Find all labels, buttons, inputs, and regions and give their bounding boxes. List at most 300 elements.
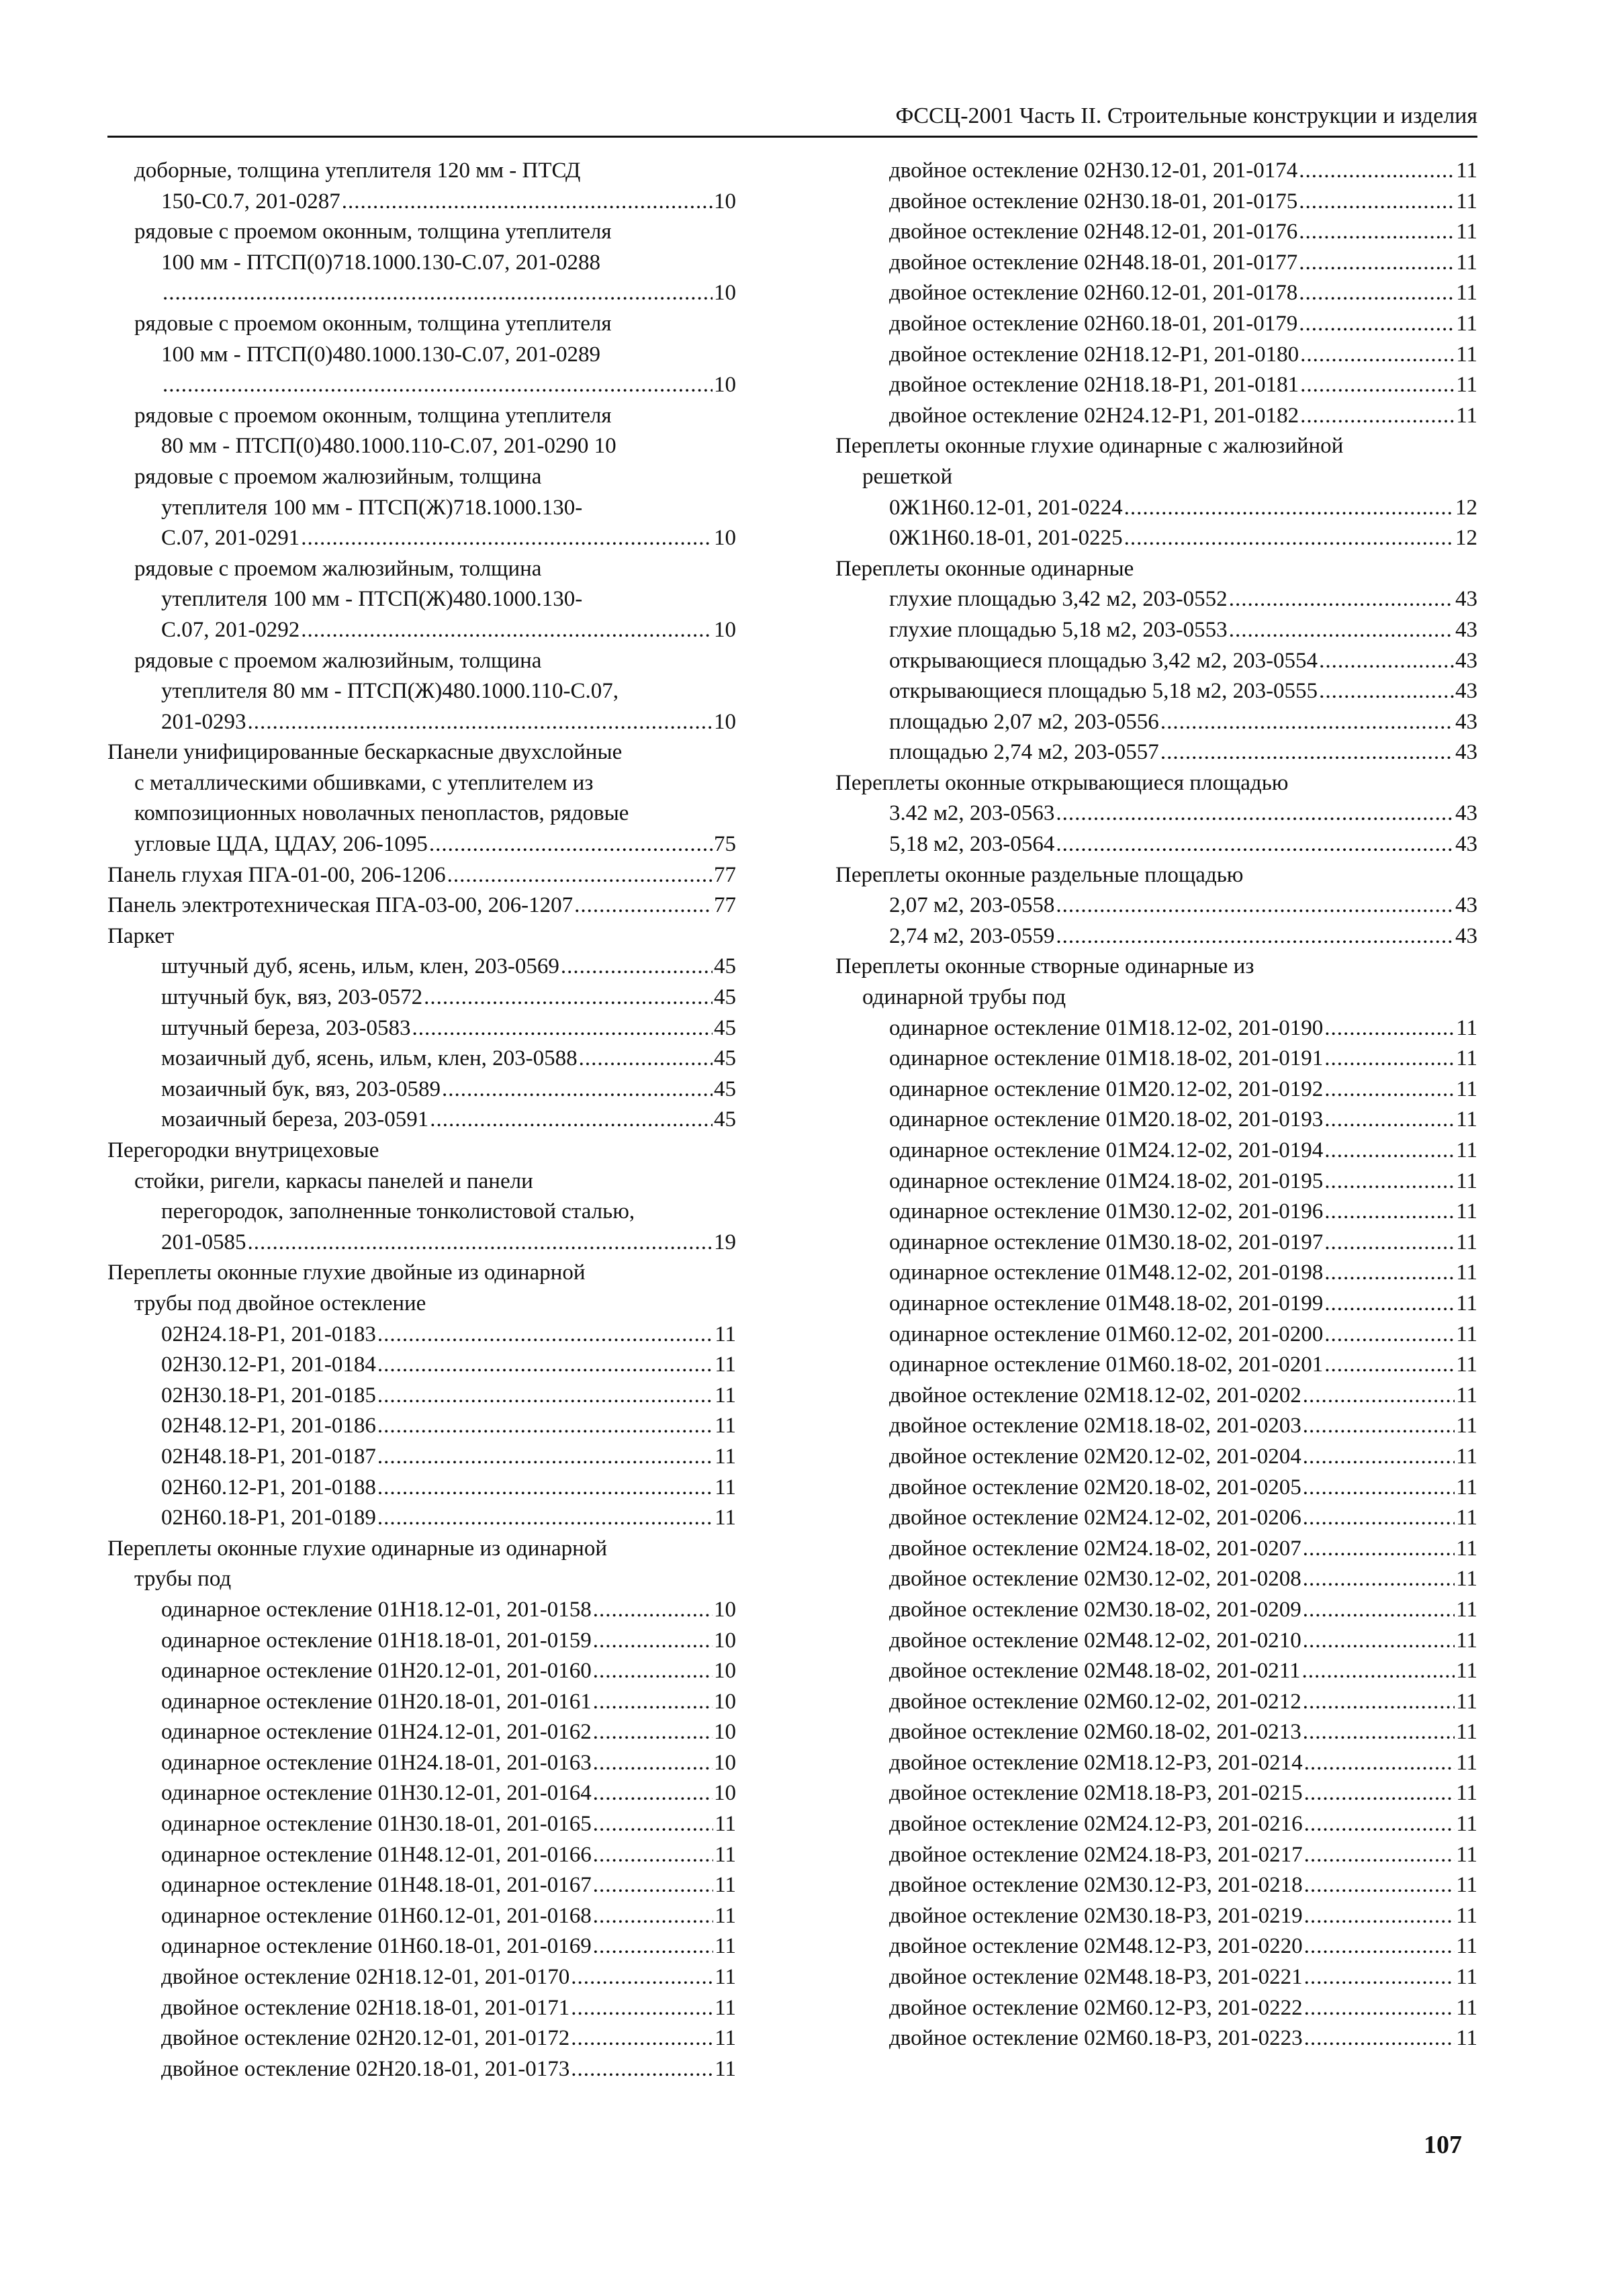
entry-page: 11 [1456,1842,1477,1867]
index-entry [835,1840,1477,1871]
entry-text: одинарное остекление 01Н48.18-01, 201-0167 [161,1873,592,1898]
dot-leader [1160,737,1454,768]
index-entry [835,798,1477,829]
entry-text: одинарное остекление 01М48.12-02, 201-0198 [889,1260,1324,1285]
entry-text: двойное остекление 02М48.12-Р3, 201-0220 [889,1934,1303,1959]
entry-page: 45 [714,1015,736,1040]
entry-page: 11 [1456,403,1477,428]
entry-page: 11 [1456,1506,1477,1530]
index-entry [835,1411,1477,1442]
entry-page: 11 [1456,250,1477,275]
entry-text: 0Ж1Н60.12-01, 201-0224 [889,495,1123,520]
index-entry [107,1901,736,1932]
page-number: 107 [1424,2131,1462,2159]
index-entry [107,737,736,768]
dot-leader [447,860,713,891]
index-entry [107,768,736,799]
entry-text: 02Н48.18-Р1, 201-0187 [161,1444,376,1469]
entry-page: 11 [1456,1567,1477,1592]
index-entry [107,921,736,952]
entry-text: 201-0293 [161,709,246,734]
index-entry [107,340,736,371]
entry-text: двойное остекление 02Н18.12-Р1, 201-0180 [889,342,1299,367]
dot-leader [593,1748,713,1779]
index-entry [107,278,736,309]
dot-leader [1056,921,1454,952]
index-entry [835,493,1477,524]
dot-leader [1299,156,1455,187]
entry-page: 11 [1456,1812,1477,1837]
entry-page: 11 [1456,1444,1477,1469]
entry-page: 11 [715,1965,736,1990]
entry-page: 11 [715,1995,736,2020]
index-entry [835,523,1477,554]
index-entry [107,615,736,646]
index-entry [835,584,1477,615]
index-entry [835,1228,1477,1258]
entry-text: Паркет [107,923,175,948]
entry-text: рядовые с проемом оконным, толщина утеплителя [134,403,612,428]
entry-text: композиционных новолачных пенопластов, рядовые [134,801,629,826]
entry-text: одинарное остекление 01Н24.12-01, 201-0162 [161,1720,592,1745]
index-entry [107,309,736,340]
dot-leader [1124,493,1454,524]
entry-page: 45 [714,985,736,1010]
index-entry [107,584,736,615]
entry-text: двойное остекление 02Н18.18-Р1, 201-0181 [889,373,1299,398]
index-entry [835,1166,1477,1197]
entry-page: 45 [714,954,736,979]
entry-text: 3.42 м2, 203-0563 [889,801,1055,826]
entry-text: одинарное остекление 01М20.18-02, 201-0193 [889,1107,1324,1132]
entry-text: угловые ЦДА, ЦДАУ, 206-1095 [134,832,428,857]
entry-text: Переплеты оконные глухие одинарные с жалюзийной [835,434,1344,459]
index-entry [835,921,1477,952]
entry-page: 10 [714,1781,736,1806]
entry-text: двойное остекление 02М60.18-02, 201-0213 [889,1720,1301,1745]
entry-text: мозаичный береза, 203-0591 [161,1107,429,1132]
dot-leader [1324,1136,1455,1166]
entry-page: 11 [1456,1046,1477,1071]
entry-text: одинарное остекление 01М20.12-02, 201-0192 [889,1076,1324,1101]
entry-text: двойное остекление 02М60.12-02, 201-0212 [889,1689,1301,1714]
index-entry [835,1197,1477,1228]
dot-leader [1324,1044,1455,1074]
dot-leader [1303,1595,1455,1626]
entry-text: одинарное остекление 01М24.12-02, 201-0194 [889,1138,1324,1162]
entry-text: 02Н24.18-Р1, 201-0183 [161,1322,376,1346]
dot-leader [1124,523,1454,554]
entry-page: 11 [1456,1414,1477,1438]
dot-leader [1300,370,1455,401]
entry-text: двойное остекление 02Н18.18-01, 201-0171 [161,1995,570,2020]
dot-leader [1229,615,1454,646]
index-entry [107,1656,736,1687]
index-entry [835,1656,1477,1687]
entry-text: одинарное остекление 01Н20.18-01, 201-0161 [161,1689,592,1714]
entry-page: 11 [715,1322,736,1346]
dot-leader [412,1013,713,1044]
index-entry [835,737,1477,768]
dot-leader [1299,248,1455,279]
index-entry [835,1074,1477,1105]
dot-leader [163,278,713,309]
index-entry [107,1166,736,1197]
index-entry [835,1350,1477,1381]
entry-text: рядовые с проемом жалюзийным, толщина [134,464,542,489]
entry-text: 2,07 м2, 203-0558 [889,893,1055,918]
entry-page: 10 [714,709,736,734]
running-header [107,103,1477,138]
dot-leader [571,2023,713,2054]
dot-leader [1304,1993,1455,2024]
index-entry [835,1748,1477,1779]
index-entry [107,462,736,493]
entry-text: Переплеты оконные глухие двойные из одинарной [107,1260,586,1285]
index-entry [835,309,1477,340]
index-entry [107,1962,736,1993]
dot-leader [1304,1870,1455,1901]
index-entry [835,829,1477,860]
index-entry [107,707,736,738]
dot-leader [1324,1289,1455,1320]
index-entry [835,462,1477,493]
index-entry [835,646,1477,677]
dot-leader [342,187,713,218]
dot-leader [1056,798,1454,829]
entry-text: перегородок, заполненные тонколистовой сталью, [161,1199,635,1224]
index-entry [107,1717,736,1748]
index-entry [835,1289,1477,1320]
entry-text: рядовые с проемом оконным, толщина утеплителя [134,220,612,244]
entry-text: одинарное остекление 01М60.12-02, 201-0200 [889,1322,1324,1346]
entry-page: 11 [1456,1965,1477,1990]
index-entry [107,1503,736,1534]
entry-text: двойное остекление 02М24.18-Р3, 201-0217 [889,1842,1303,1867]
entry-page: 11 [1456,1781,1477,1806]
dot-leader [1299,278,1455,309]
entry-text: 0Ж1Н60.18-01, 201-0225 [889,526,1123,551]
dot-leader [1324,1320,1455,1350]
index-entry [835,860,1477,891]
entry-page: 10 [714,617,736,642]
entry-text: Панель глухая ПГА-01-00, 206-1206 [107,862,446,887]
index-entry [107,1044,736,1074]
dot-leader [1324,1197,1455,1228]
entry-page: 11 [715,1812,736,1837]
entry-text: двойное остекление 02М18.18-Р3, 201-0215 [889,1781,1303,1806]
index-entry [107,952,736,982]
dot-leader [571,1993,713,2024]
index-entry [835,401,1477,432]
index-entry [835,1778,1477,1809]
dot-leader [1303,1503,1455,1534]
dot-leader [377,1381,713,1412]
entry-page: 11 [1456,2026,1477,2051]
entry-text: 02Н30.18-Р1, 201-0185 [161,1383,376,1408]
entry-text: двойное остекление 02Н20.18-01, 201-0173 [161,2056,570,2081]
entry-page: 11 [715,1475,736,1500]
entry-page: 11 [715,2056,736,2081]
index-entry [107,1411,736,1442]
dot-leader [1324,1074,1455,1105]
dot-leader [1324,1105,1455,1136]
index-entry [835,248,1477,279]
entry-page: 43 [1455,923,1477,948]
entry-page: 11 [1456,189,1477,214]
index-entry [107,1626,736,1657]
dot-leader [377,1320,713,1350]
index-entry [107,217,736,248]
entry-page: 43 [1455,893,1477,918]
entry-text: двойное остекление 02М30.18-02, 201-0209 [889,1597,1301,1622]
index-entry [107,1595,736,1626]
entry-text: штучный бук, вяз, 203-0572 [161,985,423,1010]
entry-page: 11 [1456,373,1477,398]
right-column [835,156,1477,2054]
entry-page: 19 [714,1230,736,1254]
dot-leader [1303,1442,1455,1473]
entry-page: 43 [1455,617,1477,642]
entry-page: 10 [714,526,736,551]
entry-page: 11 [1456,1076,1477,1101]
entry-text: с металлическими обшивками, с утеплителем из [134,770,594,795]
entry-page: 10 [714,373,736,398]
index-entry [835,1381,1477,1412]
dot-leader [1304,1931,1455,1962]
entry-page: 11 [1456,1230,1477,1254]
entry-page: 43 [1455,801,1477,826]
entry-text: рядовые с проемом жалюзийным, толщина [134,556,542,581]
entry-text: С.07, 201-0292 [161,617,300,642]
index-entry [107,1473,736,1504]
dot-leader [377,1411,713,1442]
index-entry [835,1993,1477,2024]
dot-leader [1304,1809,1455,1840]
entry-text: одинарное остекление 01М24.18-02, 201-0195 [889,1168,1324,1193]
index-entry [107,1840,736,1871]
index-entry [107,554,736,585]
dot-leader [1319,676,1454,707]
index-entry [835,982,1477,1013]
entry-text: 201-0585 [161,1230,246,1254]
entry-text: 2,74 м2, 203-0559 [889,923,1055,948]
dot-leader [593,1626,713,1657]
index-entry [835,1044,1477,1074]
entry-page: 10 [714,1689,736,1714]
entry-text: С.07, 201-0291 [161,526,300,551]
index-entry [107,1136,736,1166]
dot-leader [1303,1411,1455,1442]
index-entry [107,1748,736,1779]
index-entry [835,1595,1477,1626]
index-entry [107,1289,736,1320]
index-entry [107,493,736,524]
index-entry [835,1901,1477,1932]
entry-text: двойное остекление 02М48.12-02, 201-0210 [889,1628,1301,1653]
dot-leader [377,1350,713,1381]
index-entry [835,1534,1477,1565]
dot-leader [1304,1901,1455,1932]
index-entry [835,1473,1477,1504]
dot-leader [593,1870,713,1901]
dot-leader [429,829,713,860]
entry-text: площадью 2,74 м2, 203-0557 [889,740,1159,765]
index-entry [107,646,736,677]
index-entry [107,1993,736,2024]
dot-leader [301,523,713,554]
dot-leader [1303,1473,1455,1504]
entry-page: 11 [1456,1628,1477,1653]
entry-text: Перегородки внутрицеховые [107,1138,379,1162]
entry-text: одинарное остекление 01Н48.12-01, 201-0166 [161,1842,592,1867]
entry-page: 11 [1456,1597,1477,1622]
entry-page: 10 [714,1628,736,1653]
dot-leader [1300,401,1455,432]
entry-text: открывающиеся площадью 5,18 м2, 203-0555 [889,679,1318,704]
index-entry [107,370,736,401]
index-entry [835,1931,1477,1962]
index-entry [835,1809,1477,1840]
index-entry [835,1013,1477,1044]
header-title: ФССЦ-2001 Часть II. Строительные конструкции и изделия [895,103,1477,128]
entry-page: 11 [715,1383,736,1408]
entry-page: 11 [1456,311,1477,336]
dot-leader [248,1228,713,1258]
entry-text: Переплеты оконные открывающиеся площадью [835,770,1289,795]
entry-page: 43 [1455,679,1477,704]
index-entry [107,523,736,554]
dot-leader [1303,1626,1455,1657]
entry-page: 11 [1456,1659,1477,1684]
entry-text: глухие площадью 3,42 м2, 203-0552 [889,587,1228,612]
entry-text: глухие площадью 5,18 м2, 203-0553 [889,617,1228,642]
entry-page: 45 [714,1076,736,1101]
entry-text: двойное остекление 02М20.18-02, 201-0205 [889,1475,1301,1500]
index-entry [107,1197,736,1228]
entry-text: Переплеты оконные одинарные [835,556,1134,581]
index-entry [835,370,1477,401]
entry-page: 11 [1456,1015,1477,1040]
entry-page: 11 [1456,1903,1477,1928]
index-entry [107,187,736,218]
entry-page: 12 [1455,495,1477,520]
index-entry [107,431,736,462]
index-entry [107,1778,736,1809]
entry-page: 11 [1456,158,1477,183]
index-entry [835,1626,1477,1657]
entry-page: 11 [1456,1352,1477,1377]
entry-text: двойное остекление 02М60.18-Р3, 201-0223 [889,2026,1303,2051]
index-entry [107,2023,736,2054]
entry-page: 11 [1456,1720,1477,1745]
index-entry [835,1258,1477,1289]
entry-text: двойное остекление 02М24.12-Р3, 201-0216 [889,1812,1303,1837]
entry-page: 43 [1455,587,1477,612]
entry-page: 11 [715,1352,736,1377]
entry-text: двойное остекление 02Н30.18-01, 201-0175 [889,189,1298,214]
dot-leader [1160,707,1454,738]
entry-text: одинарное остекление 01Н30.12-01, 201-0164 [161,1781,592,1806]
index-entry [107,860,736,891]
entry-page: 11 [1456,1199,1477,1224]
entry-text: Переплеты оконные раздельные площадью [835,862,1244,887]
entry-text: одинарное остекление 01Н18.12-01, 201-0158 [161,1597,592,1622]
index-entry [835,2023,1477,2054]
entry-page: 11 [1456,1322,1477,1346]
entry-text: утеплителя 100 мм - ПТСП(Ж)718.1000.130- [161,495,583,520]
entry-page: 11 [715,1506,736,1530]
entry-text: одинарной трубы под [862,985,1066,1010]
dot-leader [248,707,713,738]
entry-page: 11 [1456,1383,1477,1408]
entry-text: одинарное остекление 01М18.18-02, 201-0191 [889,1046,1324,1071]
entry-text: двойное остекление 02М48.18-02, 201-0211 [889,1659,1301,1684]
entry-page: 43 [1455,648,1477,673]
entry-page: 11 [1456,1750,1477,1775]
entry-text: одинарное остекление 01М30.18-02, 201-0197 [889,1230,1324,1254]
index-entry [107,1228,736,1258]
dot-leader [593,1809,713,1840]
dot-leader [1304,1962,1455,1993]
index-entry [107,1809,736,1840]
dot-leader [1299,187,1455,218]
entry-text: двойное остекление 02М30.18-Р3, 201-0219 [889,1903,1303,1928]
index-entry [835,1442,1477,1473]
index-entry [835,156,1477,187]
index-entry [835,1564,1477,1595]
entry-page: 12 [1455,526,1477,551]
entry-page: 10 [714,1659,736,1684]
index-entry [107,1687,736,1718]
entry-page: 77 [714,893,736,918]
entry-page: 11 [1456,220,1477,244]
dot-leader [1299,309,1455,340]
dot-leader [163,370,713,401]
dot-leader [442,1074,713,1105]
dot-leader [1319,646,1454,677]
entry-text: 100 мм - ПТСП(0)718.1000.130-С.07, 201-0288 [161,250,601,275]
index-entry [835,217,1477,248]
entry-text: Переплеты оконные глухие одинарные из одинарной [107,1536,607,1561]
entry-page: 11 [1456,1138,1477,1162]
dot-leader [1304,1840,1455,1871]
dot-leader [571,1962,713,1993]
dot-leader [1303,1534,1455,1565]
entry-text: 02Н60.12-Р1, 201-0188 [161,1475,376,1500]
dot-leader [1229,584,1454,615]
entry-text: одинарное остекление 01Н20.12-01, 201-0160 [161,1659,592,1684]
dot-leader [1324,1228,1455,1258]
index-entry [835,1962,1477,1993]
index-entry [107,248,736,279]
dot-leader [1324,1013,1455,1044]
index-entry [835,615,1477,646]
index-entry [835,1687,1477,1718]
entry-text: двойное остекление 02М20.12-02, 201-0204 [889,1444,1301,1469]
entry-text: двойное остекление 02Н48.18-01, 201-0177 [889,250,1298,275]
entry-text: одинарное остекление 01Н60.18-01, 201-0169 [161,1934,592,1959]
dot-leader [1299,217,1455,248]
entry-text: двойное остекление 02М24.12-02, 201-0206 [889,1506,1301,1530]
dot-leader [593,1717,713,1748]
dot-leader [377,1442,713,1473]
dot-leader [1304,1748,1455,1779]
index-entry [107,1074,736,1105]
index-entry [107,1564,736,1595]
index-entry [107,1931,736,1962]
dot-leader [574,890,713,921]
